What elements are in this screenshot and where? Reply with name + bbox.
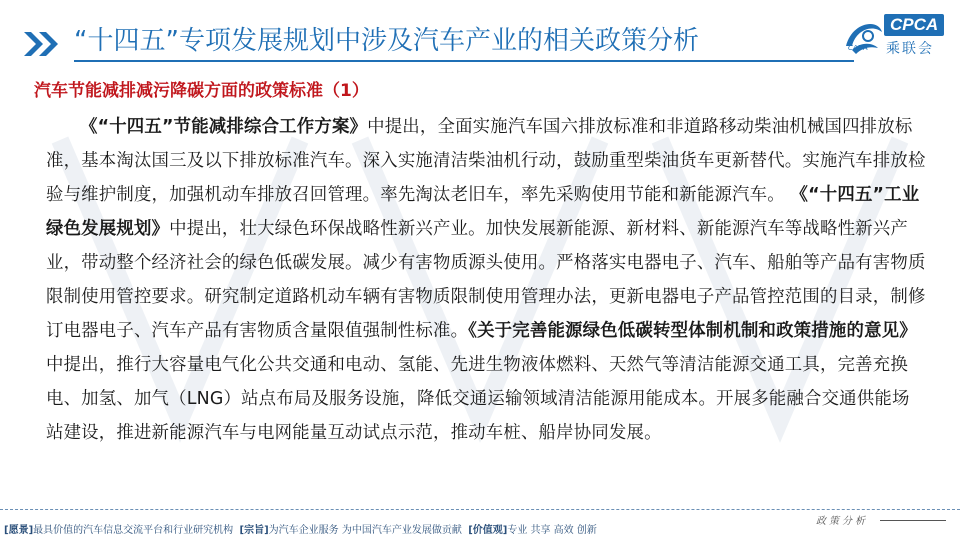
footer-purpose-text: 为汽车企业服务 为中国汽车产业发展做贡献 (268, 525, 462, 536)
policy-paragraph (46, 110, 926, 450)
logo-chinese-name: 乘联会 (886, 41, 934, 57)
page-title: “十四五”专项发展规划中涉及汽车产业的相关政策分析 (74, 26, 699, 56)
footer-vision-text: 最具价值的汽车信息交流平台和行业研究机构 (33, 525, 234, 536)
footer-values-text: 专业 共享 高效 创新 (507, 525, 597, 536)
policy-title-energy-saving-plan: 《“十四五”节能减排综合工作方案》 (80, 117, 368, 137)
policy-title-industrial-green-plan: 《“十四五”工业绿色发展规划》 (46, 185, 920, 239)
footer-vision-key: [愿景] (4, 525, 34, 536)
double-chevron-icon (22, 30, 62, 58)
footer-dash (880, 520, 946, 521)
policy-title-energy-transition-opinion: 《关于完善能源绿色低碳转型体制机制和政策措施的意见》 (468, 321, 917, 341)
footer-values-key: [价值观] (468, 525, 508, 536)
paragraph-text-3: 中提出，推行大容量电气化公共交通和电动、氢能、先进生物液体燃料、天然气等清洁能源交通工具，完善充换电、加氢、加气（LNG）站点布局及服务设施，降低交通运输领域清洁能源用能成本。开展多能融合交通供能场站建设，推进新能源汽车与电网能量互动试点示范，推动车桩、船岸协同发展。 (46, 355, 910, 443)
footer-divider (0, 509, 960, 510)
logo-wordmark: CPCA (884, 14, 944, 36)
logo-small-text: CADA (848, 44, 868, 52)
section-subheading: 汽车节能减排减污降碳方面的政策标准（1） (34, 81, 369, 101)
footer-section-label: 政策分析 (816, 516, 868, 527)
paragraph-text-1: 中提出，全面实施汽车国六排放标准和非道路移动柴油机械国四排放标准，基本淘汰国三及以下排放标准汽车。深入实施清洁柴油机行动，鼓励重型柴油货车更新替代。实施汽车排放检验与维护制度，加强机动车排放召回管理。率先淘汰老旧车，率先采购使用节能和新能源汽车。 (46, 117, 926, 205)
footer-slogan (4, 521, 597, 536)
title-underline (74, 60, 854, 62)
paragraph-text-2: 中提出，壮大绿色环保战略性新兴产业。加快发展新能源、新材料、新能源汽车等战略性新兴产业，带动整个经济社会的绿色低碳发展。减少有害物质源头使用。严格落实电器电子、汽车、船舶等产品有害物质限制使用管控要求。研究制定道路机动车辆有害物质限制使用管理办法，更新电器电子产品管控范围的目录，制修订电器电子、汽车产品有害物质含量限值强制性标准。 (46, 219, 926, 341)
footer-purpose-key: [宗旨] (239, 525, 269, 536)
